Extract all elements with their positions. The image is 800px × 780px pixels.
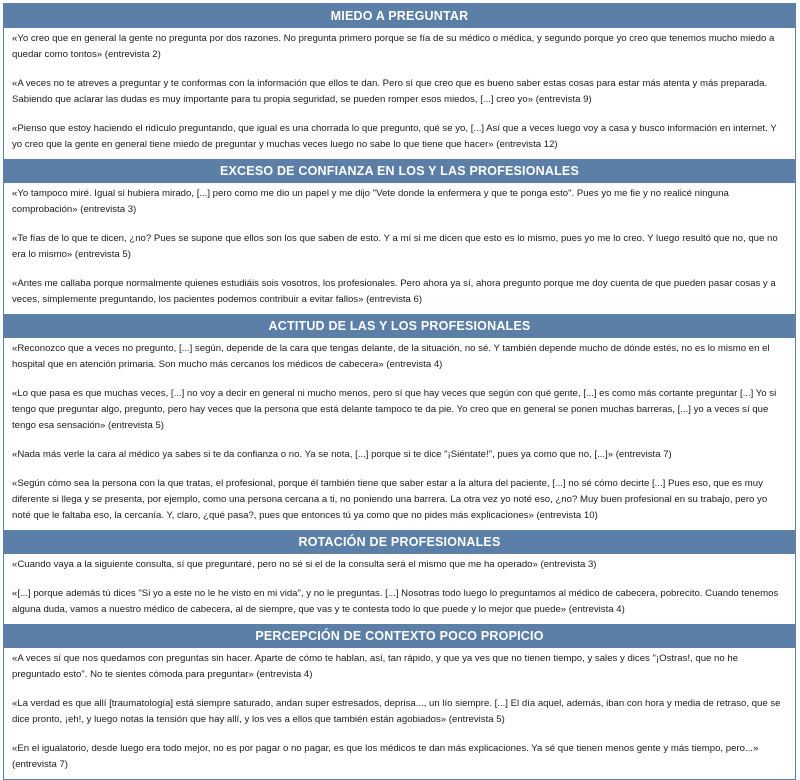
quote: «Antes me callaba porque normalmente quienes estudiáis sois vosotros, los profesionales. Pero ahora ya sí, ahora pregunto porque me doy cuenta de que pueden pasar cosas y a veces, simplemente preguntando, los pacientes podemos contribuir a evitar fallos» (entrevista 6): [12, 278, 776, 305]
section-body: [4, 648, 795, 779]
section-title: MIEDO A PREGUNTAR: [4, 4, 795, 28]
quote: «A veces sí que nos quedamos con preguntas sin hacer. Aparte de cómo te hablan, así, tan rápido, y que ya ves que no tienen tiempo, y sales y dices "¡Ostras!, que no he preguntado esto". No te sientes cómoda para preguntar» (entrevista 4): [12, 653, 739, 680]
quote: «Yo creo que en general la gente no pregunta por dos razones. No pregunta primero porque se fía de su médico o médica, y segundo porque yo creo que tenemos mucho miedo a quedar como tontos» (entrevista 2): [12, 33, 775, 60]
section-body: [4, 28, 795, 159]
section-actitud-profesionales: [4, 314, 795, 530]
section-title: PERCEPCIÓN DE CONTEXTO POCO PROPICIO: [4, 624, 795, 648]
quotes-table: [3, 3, 796, 780]
section-body: [4, 183, 795, 314]
section-rotacion-profesionales: [4, 530, 795, 624]
quote: «La verdad es que allí [traumatología] está siempre saturado, andan super estresados, deprisa..., un lío siempre. [...] El día aquel, además, iban con hora y media de retraso, que se dice pronto, ¡eh!, y luego notas la tensión que hay allí, y los ves a ellos que también están agobiados» (entrevista 5): [12, 698, 781, 725]
section-title: EXCESO DE CONFIANZA EN LOS Y LAS PROFESIONALES: [4, 159, 795, 183]
section-title: ACTITUD DE LAS Y LOS PROFESIONALES: [4, 314, 795, 338]
section-title: ROTACIÓN DE PROFESIONALES: [4, 530, 795, 554]
quote: «Nada más verle la cara al médico ya sabes si te da confianza o no. Ya se nota, [...] porque si te dice "¡Siéntate!", pues ya como que no, [...]» (entrevista 7): [12, 449, 672, 460]
quote: «A veces no te atreves a preguntar y te conformas con la información que ellos te dan. Pero sí que creo que es bueno saber estas cosas para estar más atenta y más preparada. Sabiendo que aclarar las dudas es muy importante para tu propia seguridad, se pueden romper esos miedos, [...] creo yo» (entrevista 9): [12, 78, 768, 105]
quote: «En el igualatorio, desde luego era todo mejor, no es por pagar o no pagar, es que los médicos te dan más explicaciones. Ya sé que tienen menos gente y más tiempo, pero...» (entrevista 7): [12, 743, 759, 770]
quote: «Cuando vaya a la siguiente consulta, sí que preguntaré, pero no sé si el de la consulta será el mismo que me ha operado» (entrevista 3): [12, 559, 597, 570]
section-body: [4, 554, 795, 624]
quote: «Yo tampoco miré. Igual si hubiera mirado, [...] pero como me dio un papel y me dijo "Vete donde la enfermera y que te ponga esto". Pues yo me fie y no realicé ninguna comprobación» (entrevista 3): [12, 188, 729, 215]
section-exceso-de-confianza: [4, 159, 795, 314]
quote: «Pienso que estoy haciendo el ridículo preguntando, que igual es una chorrada lo que pregunto, qué se yo, [...] Así que a veces luego voy a casa y busco información en internet. Y yo creo que la gente en general tiene miedo de preguntar y muchas veces luego no sabe lo que tiene que hacer» (entrevista 12): [12, 123, 777, 150]
section-miedo-a-preguntar: [4, 4, 795, 159]
quote: «Según cómo sea la persona con la que tratas, el profesional, porque él también tiene que saber estar a la altura del paciente, [...] no sé cómo decirte [...] Pues eso, que es muy diferente si llega y se presenta, por ejemplo, como una persona cercana a ti, no poniendo una barrera. La otra vez yo noté eso, ¿no? Muy buen profesional en su trabajo, pero yo noté que le faltaba eso, la cercanía. Y, claro, ¿qué pasa?, pues que entonces tú ya como que no pides más explicaciones» (entrevista 10): [12, 478, 768, 521]
quote: «Reconozco que a veces no pregunto, [...] según, depende de la cara que tengas delante, de la situación, no sé. Y también depende mucho de dónde estés, no es lo mismo en el hospital que en atención primaria. Son mucho más cercanos los médicos de cabecera» (entrevista 4): [12, 343, 770, 370]
section-body: [4, 338, 795, 530]
quote: «[...] porque además tú dices "Si yo a este no le he visto en mi vida", y no le preguntas. [...] Nosotras todo luego lo preguntamos al médico de cabecera, pobrecito. Cuando tenemos alguna duda, vamos a nuestro médico de cabecera, al de siempre, que vas y te contesta todo lo que puede y lo mejor que puede» (entrevista 4): [12, 588, 779, 615]
section-contexto-poco-propicio: [4, 624, 795, 779]
quote: «Lo que pasa es que muchas veces, [...] no voy a decir en general ni mucho menos, pero sí que hay veces que según con qué gente, [...] es como más cortante preguntar [...] Yo si tengo que preguntar algo, pregunto, pero hay veces que la persona que está delante tampoco te da pie. Yo creo que en general se ponen muchas barreras, [...] yo a veces sí que tengo esa sensación» (entrevista 5): [12, 388, 777, 431]
quote: «Te fías de lo que te dicen, ¿no? Pues se supone que ellos son los que saben de esto. Y a mí si me dicen que esto es lo mismo, pues yo me lo creo. Y luego resultó que no, que no era lo mismo» (entrevista 5): [12, 233, 778, 260]
